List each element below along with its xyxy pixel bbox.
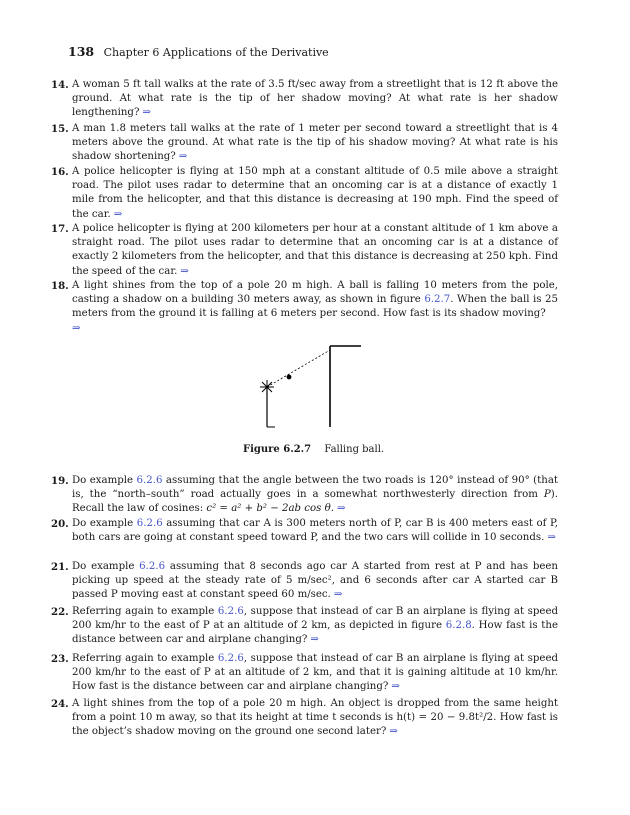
problem-24 [51, 697, 558, 740]
chapter-title: Chapter 6 Applications of the Derivative [103, 46, 329, 59]
problem-18 [51, 279, 558, 336]
problem-number: 17. [51, 223, 69, 235]
example-link[interactable]: 6.2.6 [139, 561, 166, 572]
problem-20 [51, 517, 558, 545]
problem-text: Do example [72, 561, 140, 572]
example-link[interactable]: 6.2.6 [136, 518, 163, 529]
answer-link-arrow[interactable]: ⇒ [178, 151, 188, 163]
problem-number: 22. [51, 606, 69, 618]
problem-text: A man 1.8 meters tall walks at the rate of 1 meter per second toward a streetlight that is 4 meters above the ground. At what rate is the tip of his shadow moving? At what rate is his shadow shortening? [72, 123, 558, 163]
problem-text: assuming that car A is 300 meters north of P, car B is 400 meters east of P, both cars are going at constant speed toward P, and the two cars will collide in 10 seconds. [72, 518, 558, 544]
problem-text: A light shines from the top of a pole 20 m high. A ball is falling 10 meters from the pole, casting a shadow on a building 30 meters away, as shown in figure [72, 280, 558, 306]
problem-text: assuming that the angle between the two roads is 120° instead of 90° (that is, the “north–south” road actually goes in a somewhat northwesterly direction from [72, 475, 558, 501]
figure-link[interactable]: 6.2.7 [424, 294, 451, 306]
problem-23 [51, 652, 558, 695]
problem-number: 18. [51, 280, 69, 292]
answer-link-arrow[interactable]: ⇒ [333, 589, 343, 601]
example-link[interactable]: 6.2.6 [217, 606, 244, 617]
page-header [68, 44, 329, 59]
problem-text: A police helicopter is flying at 200 kilometers per hour at a constant altitude of 1 km above a straight road. The pilot uses radar to determine that an oncoming car is at a distance of exactly 2 kilometers from the helicopter, and that this distance is decreasing at 250 kph. Find the speed of the car. [72, 223, 558, 277]
problem-number: 23. [51, 653, 69, 665]
answer-link-arrow[interactable]: ⇒ [180, 265, 189, 277]
problem-17 [51, 222, 558, 279]
problem-number: 15. [51, 123, 69, 135]
problem-number: 24. [51, 698, 69, 710]
problem-text: Referring again to example [72, 606, 218, 617]
variable: P [543, 489, 551, 501]
ball [287, 375, 292, 380]
problem-text: ). Recall the law of cosines: [72, 489, 558, 515]
example-link[interactable]: 6.2.6 [136, 475, 163, 486]
problem-text: Do example [72, 475, 137, 486]
problem-text: A woman 5 ft tall walks at the rate of 3.5 ft/sec away from a streetlight that is 12 ft above the ground. At what rate is the tip of her shadow moving? At what rate is her shadow lengthening? [72, 79, 558, 119]
answer-link-arrow[interactable]: ⇒ [337, 503, 346, 515]
answer-link-arrow[interactable]: ⇒ [391, 681, 400, 693]
problem-text: Do example [72, 518, 137, 529]
falling-ball-figure [255, 340, 375, 435]
answer-link-arrow[interactable]: ⇒ [72, 322, 81, 334]
problem-19 [51, 474, 558, 517]
figure-link[interactable]: 6.2.8 [445, 620, 472, 632]
answer-link-arrow[interactable]: ⇒ [310, 634, 319, 646]
problem-text: , suppose that instead of car B an airplane is flying at speed 200 km/hr to the east of P at an altitude of 2 km, and that it is gaining altitude at 10 km/hr. How fast is the distance between car and airplane changing? [72, 653, 558, 693]
figure-label: Figure 6.2.7 [243, 444, 312, 455]
problem-number: 19. [51, 475, 69, 487]
problem-text: Referring again to example [72, 653, 218, 664]
page-number: 138 [68, 44, 95, 59]
answer-link-arrow[interactable]: ⇒ [142, 107, 151, 119]
problem-14 [51, 78, 558, 121]
example-link[interactable]: 6.2.6 [217, 653, 244, 664]
problem-text: . How fast is the distance between car and airplane changing? [72, 620, 558, 646]
problem-number: 21. [51, 561, 69, 573]
answer-link-arrow[interactable]: ⇒ [113, 208, 123, 220]
problem-number: 20. [51, 518, 69, 530]
problem-text: . When the ball is 25 meters from the ground it is falling at 6 meters per second. How fast is its shadow moving? [72, 294, 558, 320]
problem-15 [51, 122, 558, 165]
problem-text: assuming that 8 seconds ago car A started from rest at P and has been picking up speed at the steady rate of 5 m/sec², and 6 seconds after car A started car B passed P moving east at constant speed 60 m/sec. [72, 561, 558, 601]
problem-number: 16. [51, 166, 69, 178]
light-ray [267, 350, 330, 387]
problem-21 [51, 560, 558, 603]
problem-text: A police helicopter is flying at 150 mph at a constant altitude of 0.5 mile above a straight road. The pilot uses radar to determine that an oncoming car is at a distance of exactly 1 mile from the helicopter, and that this distance is decreasing at 190 mph. Find the speed of the car. [72, 166, 558, 220]
problem-text: A light shines from the top of a pole 20 m high. An object is dropped from the same height from a point 10 m away, so that its height at time t seconds is h(t) = 20 − 9.8t²/2. How fast is the object’s shadow moving on the ground one second later? [72, 698, 558, 738]
answer-link-arrow[interactable]: ⇒ [547, 532, 556, 544]
problem-text: , suppose that instead of car B an airplane is flying at speed 200 km/hr to the east of P at an altitude of 2 km, as depicted in figure [72, 606, 558, 632]
answer-link-arrow[interactable]: ⇒ [389, 726, 398, 738]
figure-caption-text: Falling ball. [324, 444, 385, 455]
problem-number: 14. [51, 79, 69, 91]
problem-22 [51, 605, 558, 648]
figure-caption [243, 444, 384, 455]
problem-16 [51, 165, 558, 222]
law-of-cosines-formula: c² = a² + b² − 2ab cos θ. [206, 503, 334, 515]
